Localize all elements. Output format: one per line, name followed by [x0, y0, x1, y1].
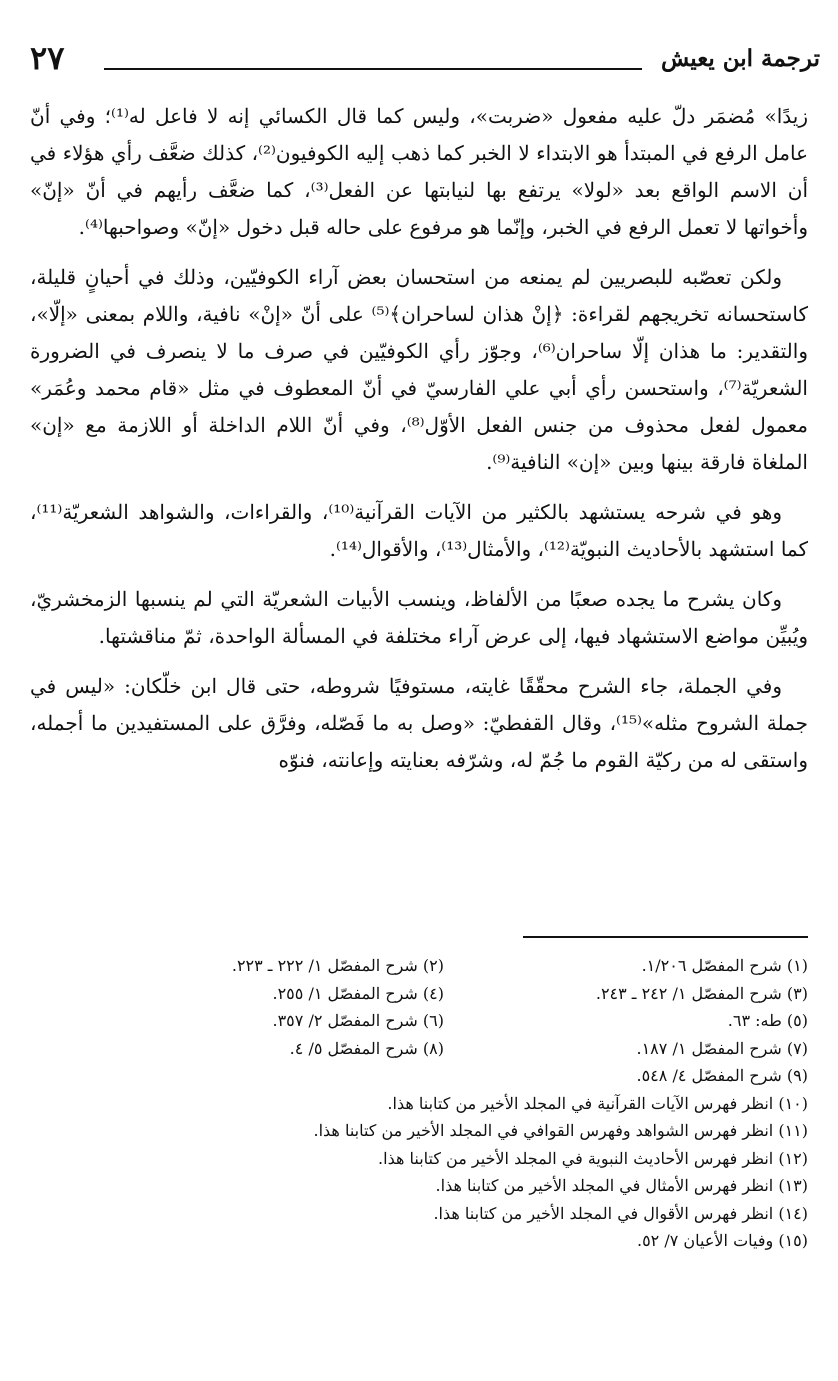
footnote-15: (١٥) وفيات الأعيان ٧/ ٥٢. — [636, 1231, 808, 1250]
running-title: ترجمة ابن يعيش — [660, 45, 820, 72]
footnote-4: (٤) شرح المفصّل ١/ ٢٥٥. — [272, 983, 444, 1003]
paired-footnotes — [40, 952, 808, 1062]
footnote-2: (٢) شرح المفصّل ١/ ٢٢٢ ـ ٢٢٣. — [231, 956, 444, 975]
footnote-6: (٦) شرح المفصّل ٢/ ٣٥٧. — [272, 1011, 444, 1030]
header-rule — [104, 68, 642, 70]
paragraph-4: وكان يشرح ما يجده صعبًا من الألفاظ، وينسب الأبيات الشعريّة التي لم ينسبها الزمخشريّ، ويُبيِّن مواضع الاستشهاد فيها، إلى عرض آراء مختلفة في المسألة الواحدة، ثمّ مناقشتها. — [30, 587, 808, 648]
page-header — [30, 39, 820, 78]
footnote-1: (١) شرح المفصّل ١/٢٠٦. — [641, 956, 808, 975]
paragraph-2: ولكن تعصّبه للبصريين لم يمنعه من استحسان بعض آراء الكوفيّين، وذلك في أحيانٍ قليلة، كاستحسانه تخريجهم لقراءة: ﴿إنْ هذان لساحران﴾⁽⁵⁾ على أنّ «إنْ» نافية، واللام بمعنى «إلّا»، والتقدير: ما هذان إلّا ساحران⁽⁶⁾، وجوّز رأي الكوفيّين في صرف ما لا ينصرف في الضرورة الشعريّة⁽⁷⁾، واستحسن رأي أبي علي الفارسيّ في أنّ المعطوف في مثل «قام محمد وعُمَر» معمول لفعل محذوف من جنس الفعل الأوّل⁽⁸⁾، وفي أنّ اللام الداخلة أو اللازمة مع «إن» الملغاة فارقة بينها وبين «إن» النافية⁽⁹⁾. — [30, 265, 809, 474]
footnote-11: (١١) انظر فهرس الشواهد وفهرس القوافي في المجلد الأخير من كتابنا هذا. — [313, 1121, 808, 1140]
footnote-14: (١٤) انظر فهرس الأقوال في المجلد الأخير من كتابنا هذا. — [433, 1203, 808, 1223]
footnote-separator — [523, 936, 808, 938]
footnote-5: (٥) طه: ٦٣. — [727, 1011, 808, 1030]
footnotes — [40, 952, 808, 1255]
footnote-3: (٣) شرح المفصّل ١/ ٢٤٢ ـ ٢٤٣. — [595, 983, 808, 1003]
paragraph-1: زيدًا» مُضمَر دلّ عليه مفعول «ضربت»، وليس كما قال الكسائي إنه لا فاعل له⁽¹⁾؛ وفي أنّ عامل الرفع في المبتدأ هو الابتداء لا الخبر كما ذهب إليه الكوفيون⁽²⁾، كذلك ضعَّف رأي هؤلاء في أن الاسم الواقع بعد «لولا» يرتفع بها لنيابتها عن الفعل⁽³⁾، كما ضعَّف رأيهم في أنّ «إنّ» وأخواتها لا تعمل الرفع في الخبر، وإنّما هو مرفوع على حاله قبل دخول «إنّ» وصواحبها⁽⁴⁾. — [30, 104, 809, 239]
paragraph-3: وهو في شرحه يستشهد بالكثير من الآيات القرآنية⁽¹⁰⁾، والقراءات، والشواهد الشعريّة⁽¹¹⁾، كما استشهد بالأحاديث النبويّة⁽¹²⁾، والأمثال⁽¹³⁾، والأقوال⁽¹⁴⁾. — [30, 500, 808, 561]
main-text — [30, 98, 808, 792]
paragraph-5: وفي الجملة، جاء الشرح محقّقًا غايته، مستوفيًا شروطه، حتى قال ابن خلّكان: «ليس في جملة الشروح مثله»⁽¹⁵⁾، وقال القفطيّ: «وصل به ما فَصّله، وفرَّق على المستفيدين ما أجمله، واستقى له من ركيّة القوم ما جُمّ له، وشرّفه بعنايته وإعانته، فنوّه — [30, 674, 809, 772]
footnote-7: (٧) شرح المفصّل ١/ ١٨٧. — [636, 1038, 808, 1058]
footnote-12: (١٢) انظر فهرس الأحاديث النبوية في المجلد الأخير من كتابنا هذا. — [378, 1148, 808, 1168]
footnote-8: (٨) شرح المفصّل ٥/ ٤. — [289, 1038, 444, 1058]
page-number: ٢٧ — [30, 39, 65, 77]
footnote-13: (١٣) انظر فهرس الأمثال في المجلد الأخير من كتابنا هذا. — [435, 1176, 808, 1195]
footnote-9: (٩) شرح المفصّل ٤/ ٥٤٨. — [636, 1066, 808, 1085]
footnote-10: (١٠) انظر فهرس الآيات القرآنية في المجلد الأخير من كتابنا هذا. — [387, 1093, 808, 1113]
